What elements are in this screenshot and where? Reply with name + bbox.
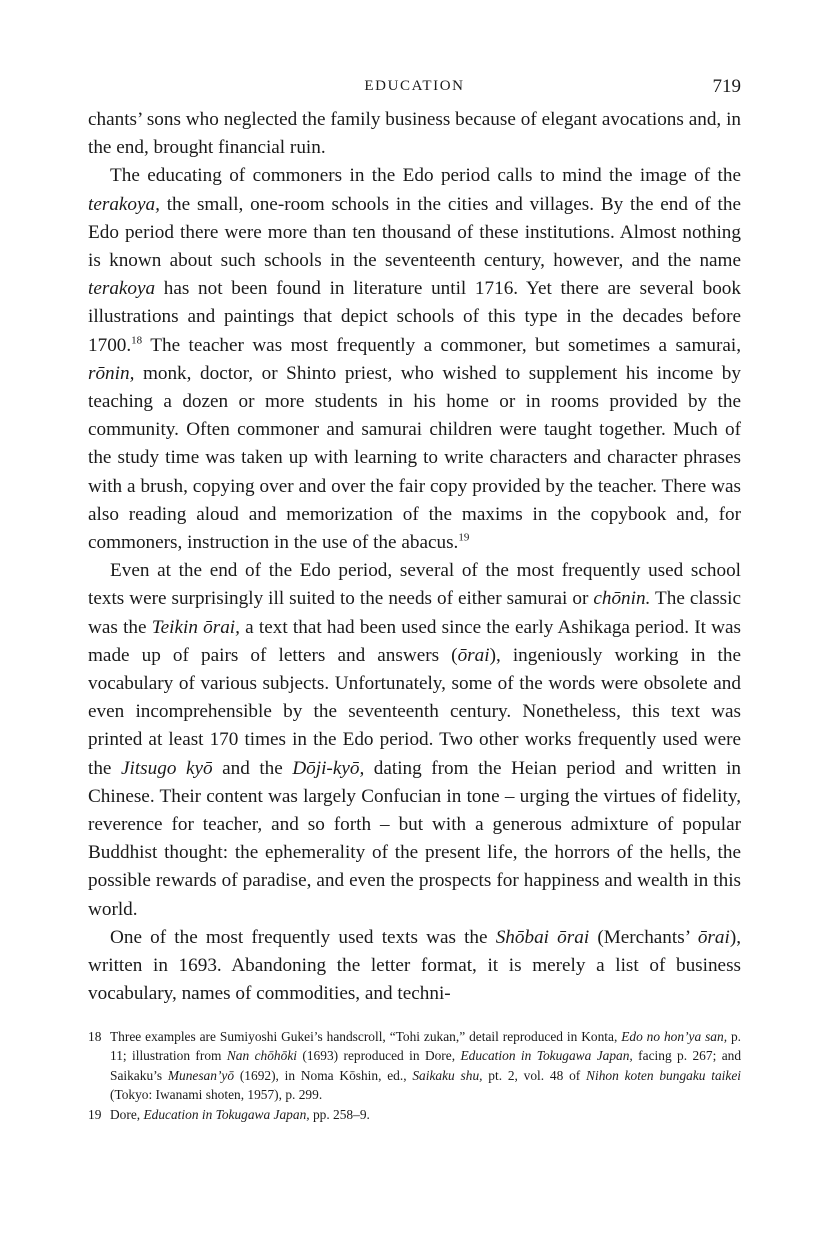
- text-run: Even at the end of the Edo period, several of the most frequently used school texts were surprisingly ill suited to the needs of either samurai or: [88, 560, 741, 610]
- text-run: has not been found in literature until 1716. Yet there are several book illustrations and paintings that depict schools of this type in the decades before 1700.: [88, 278, 741, 356]
- text-run: (Tokyo: Iwanami shoten, 1957), p. 299.: [110, 1087, 323, 1103]
- citation-title: Nihon koten bungaku taikei: [586, 1067, 742, 1083]
- book-page: [88, 70, 741, 1124]
- term-ronin: rōnin,: [88, 362, 135, 384]
- term-terakoya: terakoya: [88, 278, 156, 300]
- page-header: [88, 70, 741, 106]
- text-run: facing p. 267; and Saikaku’s: [110, 1048, 742, 1083]
- paragraph-3: [88, 557, 741, 924]
- text-run: The educating of commoners in the Edo period calls to mind the image of the: [110, 165, 741, 187]
- footnotes: [88, 1027, 741, 1125]
- text-run: (1692), in Noma Kōshin, ed.,: [234, 1067, 413, 1083]
- text-run: pp. 258–9.: [309, 1106, 370, 1122]
- footnote-ref-18[interactable]: 18: [131, 334, 143, 347]
- text-run: (Merchants’: [589, 926, 698, 948]
- footnote-number: 18: [88, 1028, 102, 1044]
- term-terakoya: terakoya,: [88, 193, 160, 215]
- text-run: Three examples are Sumiyoshi Gukei’s handscroll, “Tohi zukan,” detail reproduced in Konta,: [110, 1028, 622, 1044]
- title-shobai-orai: Shōbai ōrai: [495, 926, 590, 948]
- citation-title: Nan chōhōki: [226, 1048, 297, 1064]
- text-run: a text that had been used since the early Ashikaga period. It was made up of pairs of letters and answers (: [88, 616, 741, 666]
- citation-title: Edo no hon’ya san,: [621, 1028, 728, 1044]
- paragraph-1: chants’ sons who neglected the family business because of elegant avocations and, in the end, brought financial ruin.: [88, 109, 741, 159]
- text-run: and the: [212, 757, 293, 779]
- text-run: dating from the Heian period and written in Chinese. Their content was largely Confucian in tone – urging the virtues of fidelity, reverence for teacher, and so forth – but with a generous admixture of popular Buddhist thought: the ephemerality of the present life, the horrors of the hells, the possible rewards of paradise, and even the prospects for happiness and wealth in this world.: [88, 757, 741, 920]
- footnote-19: [88, 1105, 741, 1125]
- body-text: [88, 106, 741, 1009]
- paragraph-2: [88, 162, 741, 557]
- citation-title: Munesan’yō: [167, 1067, 235, 1083]
- text-run: ), written in 1693. Abandoning the letter format, it is merely a list of business vocabulary, names of commodities, and techni-: [88, 926, 742, 1005]
- title-jitsugo-kyo: Jitsugo kyō: [120, 757, 213, 779]
- title-teikin-orai: Teikin ōrai,: [151, 616, 240, 638]
- text-run: the small, one-room schools in the cities and villages. By the end of the Edo period there were more than ten thousand of these institutions. Almost nothing is known about such schools in the seventeenth century, however, and the name: [88, 193, 741, 272]
- citation-title: Education in Tokugawa Japan,: [143, 1106, 310, 1122]
- citation-title: Education in Tokugawa Japan,: [460, 1048, 633, 1064]
- footnote-18: [88, 1027, 741, 1105]
- text-run: pt. 2, vol. 48 of: [482, 1067, 587, 1083]
- text-run: ), ingeniously working in the vocabulary of various subjects. Unfortunately, some of the words were obsolete and even incomprehensible by the seventeenth century. Nonetheless, this text was printed at least 170 times in the Edo period. Two other works frequently used were the: [88, 644, 741, 779]
- footnote-ref-19[interactable]: 19: [458, 531, 470, 544]
- term-orai: ōrai: [697, 926, 730, 948]
- text-run: monk, doctor, or Shinto priest, who wished to supplement his income by teaching a dozen or more students in his home or in rooms provided by the community. Often commoner and samurai children were taught together. Much of the study time was taken up with learning to write characters and character phrases with a brush, copying over and over the fair copy provided by the teacher. There was also reading aloud and memorization of the maxims in the copybook and, for commoners, instruction in the use of the abacus.: [88, 362, 741, 554]
- footnote-number: 19: [88, 1106, 102, 1122]
- text-run: (1693) reproduced in Dore,: [297, 1048, 461, 1064]
- term-orai: ōrai: [457, 644, 490, 666]
- citation-title: Saikaku shu,: [412, 1067, 483, 1083]
- text-run: Dore,: [110, 1106, 144, 1122]
- page-number: 719: [712, 76, 741, 97]
- text-run: p. 11; illustration from: [110, 1028, 742, 1064]
- paragraph-4: [88, 924, 741, 1009]
- running-head: EDUCATION: [364, 78, 465, 94]
- text-run: One of the most frequently used texts was the: [110, 926, 496, 948]
- term-chonin: chōnin.: [593, 588, 651, 610]
- title-doji-kyo: Dōji-kyō,: [292, 757, 365, 779]
- text-run: The classic was the: [88, 588, 741, 638]
- text-run: The teacher was most frequently a commoner, but sometimes a samurai,: [142, 334, 741, 356]
